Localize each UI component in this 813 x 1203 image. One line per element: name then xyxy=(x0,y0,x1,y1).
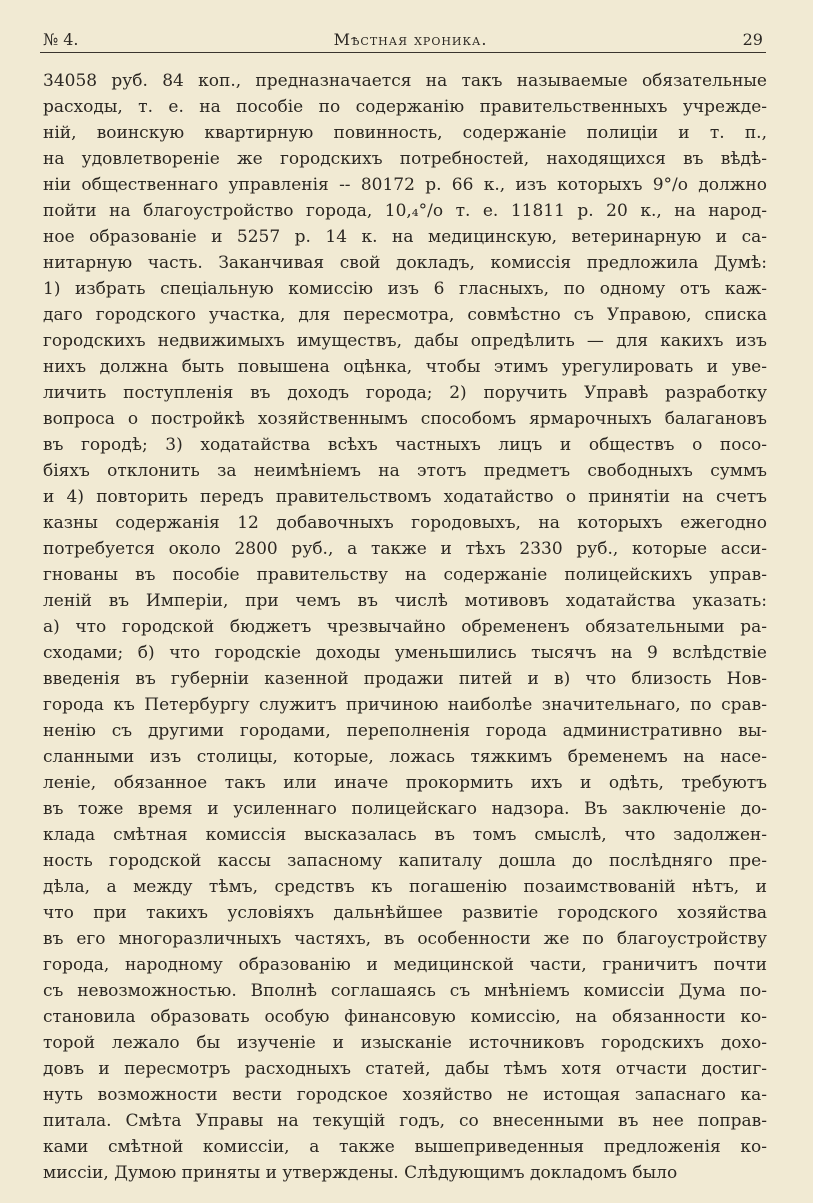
text-line: нитарную часть. Заканчивая свой докладъ, комиссія предложила Думѣ: xyxy=(43,253,767,273)
text-line: ное образованіе и 5257 р. 14 к. на медицинскую, ветеринарную и са- xyxy=(43,227,767,247)
text-line: миссіи, Думою приняты и утверждены. Слѣдующимъ докладомъ было xyxy=(43,1163,678,1183)
text-line: нихъ должна быть повышена оцѣнка, чтобы этимъ урегулировать и уве- xyxy=(43,357,767,377)
text-line: пойти на благоустройство города, 10,₄°/о т. е. 11811 р. 20 к., на народ- xyxy=(43,201,767,221)
text-line: ній, воинскую квартирную повинность, содержаніе полиціи и т. п., xyxy=(43,123,767,143)
text-line: и 4) повторить передъ правительствомъ ходатайство о принятіи на счетъ xyxy=(43,487,767,507)
text-line: гнованы въ пособіе правительству на содержаніе полицейскихъ управ- xyxy=(43,565,767,585)
text-line: на удовлетвореніе же городскихъ потребностей, находящихся въ вѣдѣ- xyxy=(43,149,767,169)
issue-number: № 4. xyxy=(43,29,79,49)
text-line: введенія въ губерніи казенной продажи питей и в) что близость Нов- xyxy=(43,669,767,689)
text-line: довъ и пересмотръ расходныхъ статей, дабы тѣмъ хотя отчасти достиг- xyxy=(43,1059,767,1079)
text-line: ками смѣтной комиссіи, а также вышеприведенныя предложенія ко- xyxy=(43,1137,767,1157)
header-rule xyxy=(40,52,766,53)
section-title: Мѣстная хроника. xyxy=(333,29,488,49)
text-line: нуть возможности вести городское хозяйство не истощая запаснаго ка- xyxy=(43,1085,767,1105)
text-line: даго городского участка, для пересмотра, совмѣстно съ Управою, списка xyxy=(43,305,767,325)
text-line: ненію съ другими городами, переполненія города административно вы- xyxy=(43,721,767,741)
text-line: въ его многоразличныхъ частяхъ, въ особенности же по благоустройству xyxy=(43,929,767,949)
text-line: питала. Смѣта Управы на текущій годъ, со внесенными въ нее поправ- xyxy=(43,1111,767,1131)
text-line: города къ Петербургу служитъ причиною наиболѣе значительнаго, по срав- xyxy=(43,695,767,715)
text-line: личить поступленія въ доходъ города; 2) поручить Управѣ разработку xyxy=(43,383,767,403)
text-line: клада смѣтная комиссія высказалась въ томъ смыслѣ, что задолжен- xyxy=(43,825,767,845)
text-line: въ городѣ; 3) ходатайства всѣхъ частныхъ лицъ и обществъ о посо- xyxy=(43,435,767,455)
text-line: сходами; б) что городскіе доходы уменьшились тысячъ на 9 вслѣдствіе xyxy=(43,643,767,663)
text-line: а) что городской бюджетъ чрезвычайно обремененъ обязательными ра- xyxy=(43,617,767,637)
text-line: городскихъ недвижимыхъ имуществъ, дабы опредѣлить — для какихъ изъ xyxy=(43,331,767,351)
text-line: дѣла, а между тѣмъ, средствъ къ погашенію позаимствованій нѣтъ, и xyxy=(43,877,767,897)
text-line: леніе, обязанное такъ или иначе прокормить ихъ и одѣть, требуютъ xyxy=(43,773,767,793)
text-line: вопроса о постройкѣ хозяйственнымъ способомъ ярмарочныхъ балагановъ xyxy=(43,409,767,429)
running-header xyxy=(43,24,763,54)
page-number: 29 xyxy=(742,29,763,49)
text-line: города, народному образованію и медицинской части, граничитъ почти xyxy=(43,955,767,975)
text-line: 1) избрать спеціальную комиссію изъ 6 гласныхъ, по одному отъ каж- xyxy=(43,279,767,299)
text-line: казны содержанія 12 добавочныхъ городовыхъ, на которыхъ ежегодно xyxy=(43,513,767,533)
text-line: въ тоже время и усиленнаго полицейскаго надзора. Въ заключеніе до- xyxy=(43,799,767,819)
text-line: что при такихъ условіяхъ дальнѣйшее развитіе городского хозяйства xyxy=(43,903,767,923)
text-line: потребуется около 2800 руб., а также и тѣхъ 2330 руб., которые асси- xyxy=(43,539,767,559)
text-line: сланными изъ столицы, которые, ложась тяжкимъ бременемъ на насе- xyxy=(43,747,767,767)
text-line: съ невозможностью. Вполнѣ соглашаясь съ мнѣніемъ комиссіи Дума по- xyxy=(43,981,767,1001)
text-line: біяхъ отклонить за неимѣніемъ на этотъ предметъ свободныхъ суммъ xyxy=(43,461,767,481)
text-line: торой лежало бы изученіе и изысканіе источниковъ городскихъ дохо- xyxy=(43,1033,767,1053)
text-line: расходы, т. е. на пособіе по содержанію правительственныхъ учрежде- xyxy=(43,97,767,117)
text-line: ніи общественнаго управленія -- 80172 р. 66 к., изъ которыхъ 9°/о должно xyxy=(43,175,767,195)
text-line: ность городской кассы запасному капиталу дошла до послѣдняго пре- xyxy=(43,851,767,871)
text-line: леній въ Имперіи, при чемъ въ числѣ мотивовъ ходатайства указать: xyxy=(43,591,767,611)
text-line: 34058 руб. 84 коп., предназначается на такъ называемые обязательные xyxy=(43,71,767,91)
text-line: становила образовать особую финансовую комиссію, на обязанности ко- xyxy=(43,1007,767,1027)
body-text xyxy=(43,68,767,1186)
